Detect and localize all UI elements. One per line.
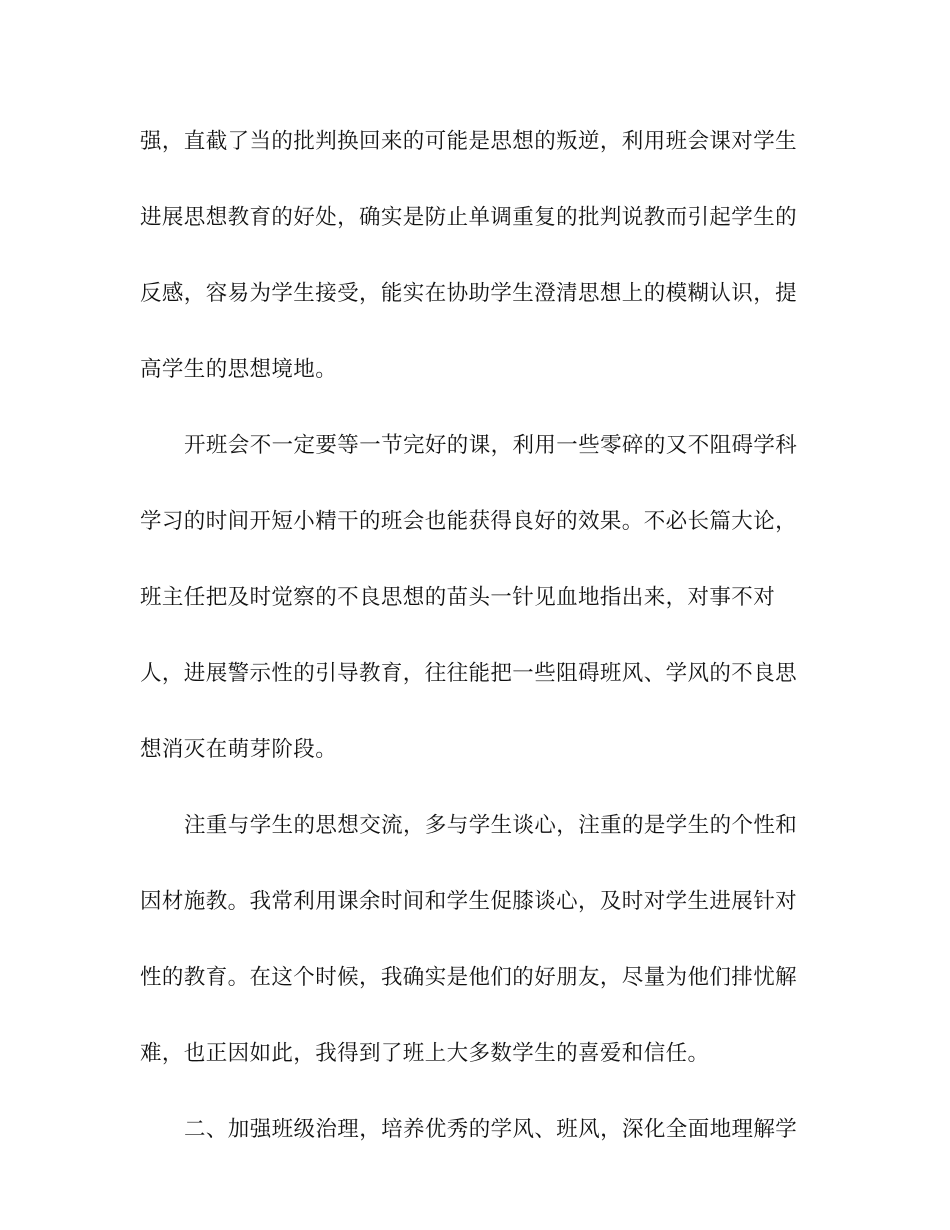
section-heading-line: 二、加强班级治理，培养优秀的学风、班风，深化全面地理解学 (184, 1117, 798, 1142)
text-line: 人，进展警示性的引导教育，往往能把一些阻碍班风、学风的不良思 (140, 661, 798, 686)
text-line: 学习的时间开短小精干的班会也能获得良好的效果。不必长篇大论， (140, 509, 798, 534)
text-line: 开班会不一定要等一节完好的课，利用一些零碎的又不阻碍学科 (184, 433, 798, 458)
text-line: 进展思想教育的好处，确实是防止单调重复的批判说教而引起学生的 (140, 205, 798, 230)
text-line: 反感，容易为学生接受，能实在协助学生澄清思想上的模糊认识，提 (140, 281, 798, 306)
text-line: 想消灭在萌芽阶段。 (140, 737, 338, 762)
text-line: 班主任把及时觉察的不良思想的苗头一针见血地指出来，对事不对 (140, 585, 776, 610)
text-line: 因材施教。我常利用课余时间和学生促膝谈心，及时对学生进展针对 (140, 889, 798, 914)
body-text (140, 112, 810, 1176)
text-line: 性的教育。在这个时候，我确实是他们的好朋友，尽量为他们排忧解 (140, 965, 798, 990)
text-line: 难，也正因如此，我得到了班上大多数学生的喜爱和信任。 (140, 1041, 710, 1066)
text-line: 高学生的思想境地。 (140, 357, 338, 382)
text-line: 强，直截了当的批判换回来的可能是思想的叛逆，利用班会课对学生 (140, 129, 798, 154)
text-line: 注重与学生的思想交流，多与学生谈心，注重的是学生的个性和 (184, 813, 798, 838)
